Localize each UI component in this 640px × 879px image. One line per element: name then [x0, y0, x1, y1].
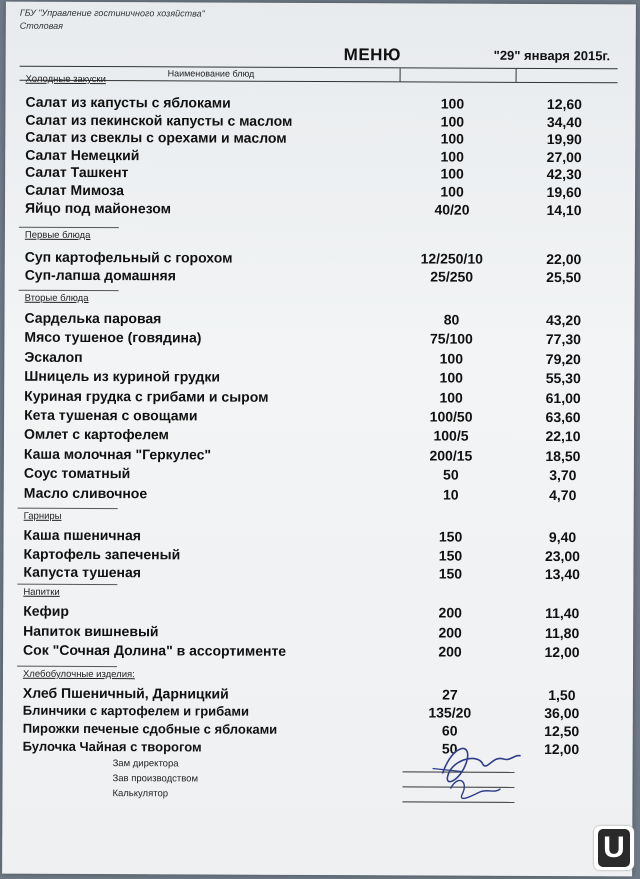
- dish-price: 12,60: [546, 95, 583, 113]
- section-heading: Хлебобулочные изделия:: [22, 668, 135, 681]
- section-divider: [17, 666, 117, 667]
- dish-weight: 100: [440, 113, 465, 130]
- dish-name: Салат Ташкент: [25, 164, 129, 181]
- dish-price: 14,10: [546, 201, 582, 218]
- dish-price: 12,00: [544, 643, 580, 661]
- dish-weight: 12/250/10: [420, 250, 483, 267]
- signature-label-production-head: Зав производством: [112, 773, 199, 785]
- dish-name: Картофель запеченый: [23, 545, 181, 562]
- dish-price: 3,70: [549, 467, 577, 484]
- dish-price: 22,00: [546, 250, 582, 268]
- section-divider: [18, 508, 118, 509]
- dish-name: Сок "Сочная Долина" в ассортименте: [23, 641, 287, 659]
- dish-price: 1,50: [548, 687, 576, 704]
- section-heading: Холодные закуски: [25, 73, 106, 86]
- dish-name: Эскалоп: [24, 348, 83, 365]
- dish-weight: 100: [440, 148, 464, 165]
- dish-price: 61,00: [545, 389, 581, 406]
- dish-name: Салат из свеклы с орехами и маслом: [25, 128, 287, 147]
- dish-price: 13,40: [544, 565, 580, 583]
- dish-weight: 50: [441, 740, 458, 757]
- dish-weight: 27: [442, 686, 458, 703]
- header-divider: [400, 68, 401, 81]
- dish-weight: 100: [439, 369, 463, 386]
- dish-weight: 80: [443, 311, 460, 328]
- dish-name: Суп картофельный с горохом: [24, 248, 233, 266]
- dish-name: Шницель из куриной грудки: [24, 367, 221, 385]
- watermark-letter: U: [598, 829, 630, 867]
- dish-name: Блинчики с картофелем и грибами: [22, 702, 250, 719]
- dish-weight: 100/5: [433, 427, 469, 445]
- organization-name: ГБУ "Управление гостиничного хозяйства": [19, 7, 205, 19]
- dish-weight: 200: [438, 643, 462, 660]
- menu-sheet: [2, 2, 636, 877]
- dish-weight: 100: [439, 389, 463, 406]
- section-divider: [19, 290, 119, 291]
- dish-weight: 100: [440, 183, 464, 200]
- dish-price: 42,30: [546, 166, 582, 183]
- dish-price: 11,80: [544, 624, 580, 641]
- dish-name: Соус томатный: [23, 464, 131, 482]
- dish-price: 22,10: [545, 428, 581, 445]
- dish-price: 23,00: [544, 547, 581, 564]
- dish-price: 19,60: [546, 183, 582, 201]
- handwritten-signature: [402, 733, 532, 809]
- dish-name: Салат Немецкий: [25, 146, 140, 164]
- page-title: МЕНЮ: [343, 45, 402, 65]
- dish-name: Салат Мимоза: [25, 181, 124, 199]
- dish-name: Напиток вишневый: [23, 622, 159, 639]
- dish-weight: 200: [438, 604, 462, 621]
- dish-price: 36,00: [544, 704, 580, 722]
- dish-price: 19,90: [546, 131, 582, 148]
- dish-weight: 25/250: [430, 268, 474, 285]
- dish-name: Масло сливочное: [23, 484, 148, 501]
- section-divider: [17, 584, 117, 585]
- dish-name: Булочка Чайная с творогом: [22, 738, 202, 755]
- dish-price: 12,50: [544, 722, 580, 740]
- dish-weight: 100: [440, 95, 465, 112]
- dish-name: Салат из капусты с яблоками: [25, 93, 231, 111]
- dish-price: 63,60: [545, 408, 581, 426]
- dish-weight: 100: [440, 165, 464, 183]
- dish-price: 34,40: [546, 113, 582, 130]
- dish-name: Куриная грудка с грибами и сыром: [24, 387, 269, 405]
- dish-name: Мясо тушеное (говядина): [24, 329, 202, 346]
- dish-name: Кефир: [23, 602, 70, 619]
- dish-name: Кета тушеная с овощами: [24, 406, 198, 424]
- section-heading: Гарниры: [23, 510, 62, 522]
- department-name: Столовая: [19, 20, 63, 31]
- dish-name: Хлеб Пшеничный, Дарницкий: [22, 684, 229, 702]
- dish-weight: 200/15: [429, 447, 473, 464]
- dish-price: 18,50: [545, 447, 581, 464]
- column-header-dish-name: Наименование блюд: [167, 68, 255, 79]
- dish-weight: 150: [438, 528, 463, 545]
- dish-price: 77,30: [545, 331, 581, 348]
- menu-date: "29" января 2015г.: [493, 47, 611, 64]
- dish-weight: 50: [443, 466, 459, 483]
- signature-label-calculator: Калькулятор: [112, 788, 169, 800]
- dish-weight: 40/20: [434, 201, 470, 218]
- dish-weight: 60: [441, 722, 458, 739]
- signature-label-deputy-director: Зам директора: [112, 758, 179, 770]
- dish-name: Яйцо под майонезом: [24, 199, 172, 216]
- watermark-logo: [594, 826, 634, 870]
- header-divider: [516, 69, 517, 82]
- dish-weight: 100: [439, 350, 464, 367]
- dish-weight: 150: [438, 565, 463, 582]
- dish-price: 27,00: [546, 148, 582, 165]
- section-divider: [19, 227, 119, 228]
- dish-price: 4,70: [549, 486, 577, 503]
- dish-name: Сарделька паровая: [24, 309, 162, 327]
- dish-weight: 135/20: [428, 704, 472, 721]
- dish-name: Капуста тушеная: [23, 563, 142, 581]
- dish-name: Салат из пекинской капусты с маслом: [25, 111, 293, 129]
- dish-name: Пирожки печеные сдобные с яблоками: [22, 720, 278, 737]
- dish-weight: 75/100: [429, 330, 473, 348]
- section-heading: Напитки: [23, 586, 60, 598]
- dish-name: Омлет с картофелем: [23, 426, 169, 443]
- dish-price: 55,30: [545, 370, 581, 387]
- dish-weight: 10: [442, 486, 459, 503]
- section-heading: Первые блюда: [24, 229, 91, 242]
- dish-price: 25,50: [546, 268, 582, 285]
- dish-price: 79,20: [545, 350, 581, 367]
- dish-weight: 200: [438, 624, 462, 641]
- dish-price: 12,00: [544, 740, 580, 758]
- section-heading: Вторые блюда: [24, 292, 89, 304]
- dish-name: Каша пшеничная: [23, 526, 141, 544]
- dish-weight: 100: [440, 130, 465, 147]
- table-header: [20, 66, 618, 84]
- dish-price: 9,40: [548, 529, 577, 546]
- dish-weight: 100/50: [429, 408, 473, 425]
- dish-name: Суп-лапша домашняя: [24, 266, 176, 283]
- dish-name: Каша молочная "Геркулес": [23, 445, 212, 463]
- dish-weight: 150: [438, 547, 463, 564]
- dish-price: 11,40: [545, 604, 580, 622]
- dish-price: 43,20: [545, 311, 582, 329]
